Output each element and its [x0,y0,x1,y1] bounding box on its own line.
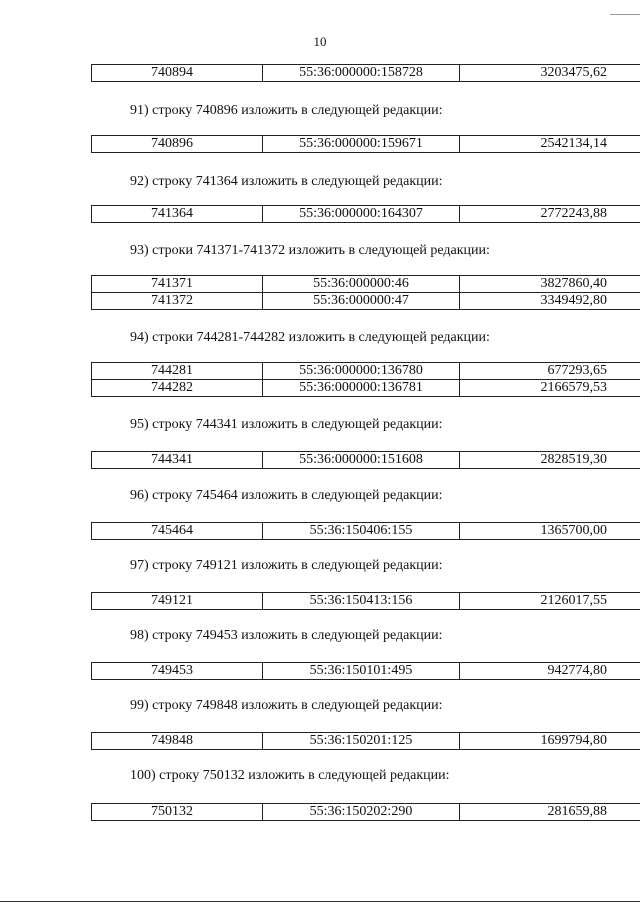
table-row [92,523,640,540]
table-row [92,65,640,82]
section-table [91,803,640,821]
row-number-cell: 744281 [92,363,263,380]
row-number-cell: 749453 [92,663,263,680]
cadastral-number-cell: 55:36:000000:151608 [263,452,460,469]
section-instruction: 91) строку 740896 изложить в следующей редакции: [130,103,443,118]
section-instruction: 97) строку 749121 изложить в следующей редакции: [130,558,443,573]
cadastral-number-cell: 55:36:150406:155 [263,523,460,540]
cadastral-number-cell: 55:36:000000:46 [263,276,460,293]
value-cell: 3349492,80 [460,293,640,310]
cadastral-number-cell: 55:36:000000:158728 [263,65,460,82]
row-number-cell: 749121 [92,593,263,610]
value-cell: 281659,88 [460,804,640,821]
section-instruction: 100) строку 750132 изложить в следующей редакции: [130,768,450,783]
section-table [91,592,640,610]
cadastral-number-cell: 55:36:000000:47 [263,293,460,310]
section-instruction: 98) строку 749453 изложить в следующей редакции: [130,628,443,643]
table-row [92,593,640,610]
value-cell: 2542134,14 [460,136,640,153]
row-number-cell: 744341 [92,452,263,469]
section-table [91,135,640,153]
row-number-cell: 741372 [92,293,263,310]
corner-mark [610,0,640,15]
section-instruction: 95) строку 744341 изложить в следующей редакции: [130,417,443,432]
section-instruction: 92) строку 741364 изложить в следующей редакции: [130,174,443,189]
cadastral-number-cell: 55:36:150413:156 [263,593,460,610]
value-cell: 2126017,55 [460,593,640,610]
value-cell: 942774,80 [460,663,640,680]
cadastral-number-cell: 55:36:150202:290 [263,804,460,821]
row-number-cell: 741371 [92,276,263,293]
top-table [91,64,640,82]
cadastral-number-cell: 55:36:150201:125 [263,733,460,750]
value-cell: 2828519,30 [460,452,640,469]
value-cell: 1699794,80 [460,733,640,750]
cadastral-number-cell: 55:36:000000:159671 [263,136,460,153]
table-row [92,276,640,293]
section-instruction: 93) строки 741371-741372 изложить в следующей редакции: [130,243,490,258]
cadastral-number-cell: 55:36:000000:136781 [263,380,460,397]
section-instruction: 99) строку 749848 изложить в следующей редакции: [130,698,443,713]
table-row [92,136,640,153]
row-number-cell: 750132 [92,804,263,821]
section-table [91,732,640,750]
value-cell: 2772243,88 [460,206,640,223]
table-row [92,293,640,310]
cadastral-number-cell: 55:36:000000:164307 [263,206,460,223]
cadastral-number-cell: 55:36:000000:136780 [263,363,460,380]
page-number: 10 [313,34,327,49]
section-table [91,275,640,310]
table-row [92,733,640,750]
section-instruction: 96) строку 745464 изложить в следующей редакции: [130,488,443,503]
section-table [91,362,640,397]
table-row [92,380,640,397]
section-table [91,451,640,469]
section-table [91,662,640,680]
cadastral-number-cell: 55:36:150101:495 [263,663,460,680]
value-cell: 677293,65 [460,363,640,380]
row-number-cell: 741364 [92,206,263,223]
table-row [92,804,640,821]
row-number-cell: 749848 [92,733,263,750]
value-cell: 3203475,62 [460,65,640,82]
value-cell: 2166579,53 [460,380,640,397]
section-table [91,205,640,223]
value-cell: 1365700,00 [460,523,640,540]
row-number-cell: 740894 [92,65,263,82]
section-table [91,522,640,540]
table-row [92,363,640,380]
page-bottom-edge [0,901,640,902]
row-number-cell: 745464 [92,523,263,540]
value-cell: 3827860,40 [460,276,640,293]
table-row [92,663,640,680]
row-number-cell: 744282 [92,380,263,397]
section-instruction: 94) строки 744281-744282 изложить в следующей редакции: [130,330,490,345]
row-number-cell: 740896 [92,136,263,153]
table-row [92,452,640,469]
table-row [92,206,640,223]
